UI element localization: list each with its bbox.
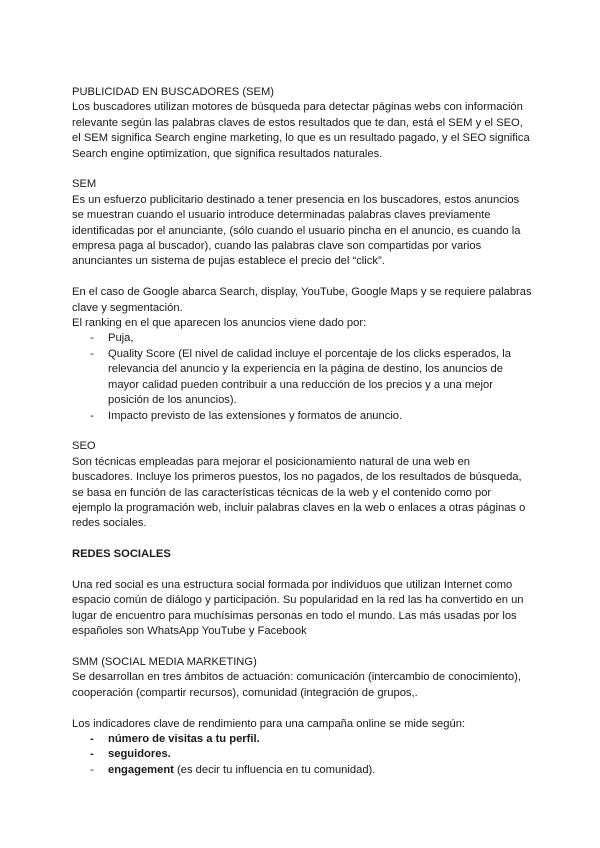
- dash-bullet: -: [90, 409, 94, 422]
- seo-heading: SEO: [72, 440, 96, 453]
- sem-section-intro: Los buscadores utilizan motores de búsqueda para detectar páginas webs con información relevante según las palabras claves de estos resultados que te dan, está el SEM y el SEO, el SEM significa Search engine marketing, lo que es un resultado pagado, y el SEO significa Search engine optimization, que significa resultados naturales.: [72, 101, 530, 160]
- list-item: - número de visitas a tu perfil.: [72, 732, 532, 747]
- kpi-intro: Los indicadores clave de rendimiento para una campaña online se mide según:: [72, 717, 466, 730]
- list-item: - Impacto previsto de las extensiones y formatos de anuncio.: [72, 409, 532, 424]
- dash-bullet: -: [90, 347, 94, 360]
- seo-body: Son técnicas empleadas para mejorar el posicionamiento natural de una web en buscadores. Incluye los primeros puestos, los no pagados, de los resultados de búsqueda, se basa en función de las características técnicas de la web y el contenido como por ejemplo la programación web, incluir palabras claves en la web o enlaces a otras páginas o redes sociales.: [72, 455, 526, 530]
- redes-heading: REDES SOCIALES: [72, 548, 171, 561]
- list-item: - seguidores.: [72, 747, 532, 762]
- list-item: - engagement (es decir tu influencia en tu comunidad).: [72, 763, 532, 778]
- kpi-list: [72, 732, 532, 778]
- dash-bullet: -: [90, 748, 94, 761]
- redes-body: Una red social es una estructura social formada por individuos que utilizan Internet como espacio común de diálogo y participación. Su popularidad en la red las ha convertido en un lugar de encuentro para muchísimas personas en todo el mundo. Las más usadas por los españoles son WhatsApp YouTube y Facebook: [72, 578, 524, 638]
- google-paragraph: En el caso de Google abarca Search, display, YouTube, Google Maps y se requiere palabras clave y segmentación.: [72, 286, 532, 314]
- dash-bullet: -: [90, 332, 94, 345]
- ranking-list: [72, 331, 532, 423]
- dash-bullet: -: [90, 763, 94, 776]
- dash-bullet: -: [90, 732, 94, 745]
- sem-section-heading: PUBLICIDAD EN BUSCADORES (SEM): [72, 86, 275, 98]
- sem-heading: SEM: [72, 178, 97, 191]
- list-item: - Puja,: [72, 331, 532, 346]
- document-content: [72, 85, 532, 778]
- sem-body: Es un esfuerzo publicitario destinado a tener presencia en los buscadores, estos anuncios se muestran cuando el usuario introduce determinadas palabras claves previamente identificadas por el anunciante, (sólo cuando el usuario pincha en el anuncio, es cuando la empresa paga al buscador), cuando las palabras clave son compartidas por varios anunciantes un sistema de pujas establece el precio del “click”.: [72, 193, 521, 268]
- smm-heading: SMM (SOCIAL MEDIA MARKETING): [72, 655, 257, 668]
- ranking-intro: El ranking en el que aparecen los anuncios viene dado por:: [72, 317, 367, 330]
- smm-body: Se desarrollan en tres ámbitos de actuación: comunicación (intercambio de conocimiento), cooperación (compartir recursos), comunidad (integración de grupos,.: [72, 671, 521, 699]
- list-item: - Quality Score (El nivel de calidad incluye el porcentaje de los clicks esperados, la relevancia del anuncio y la experiencia en la página de destino, los anuncios de mayor calidad pueden contribuir a una reducción de los precios y a una mejor posición de los anuncios).: [90, 347, 511, 407]
